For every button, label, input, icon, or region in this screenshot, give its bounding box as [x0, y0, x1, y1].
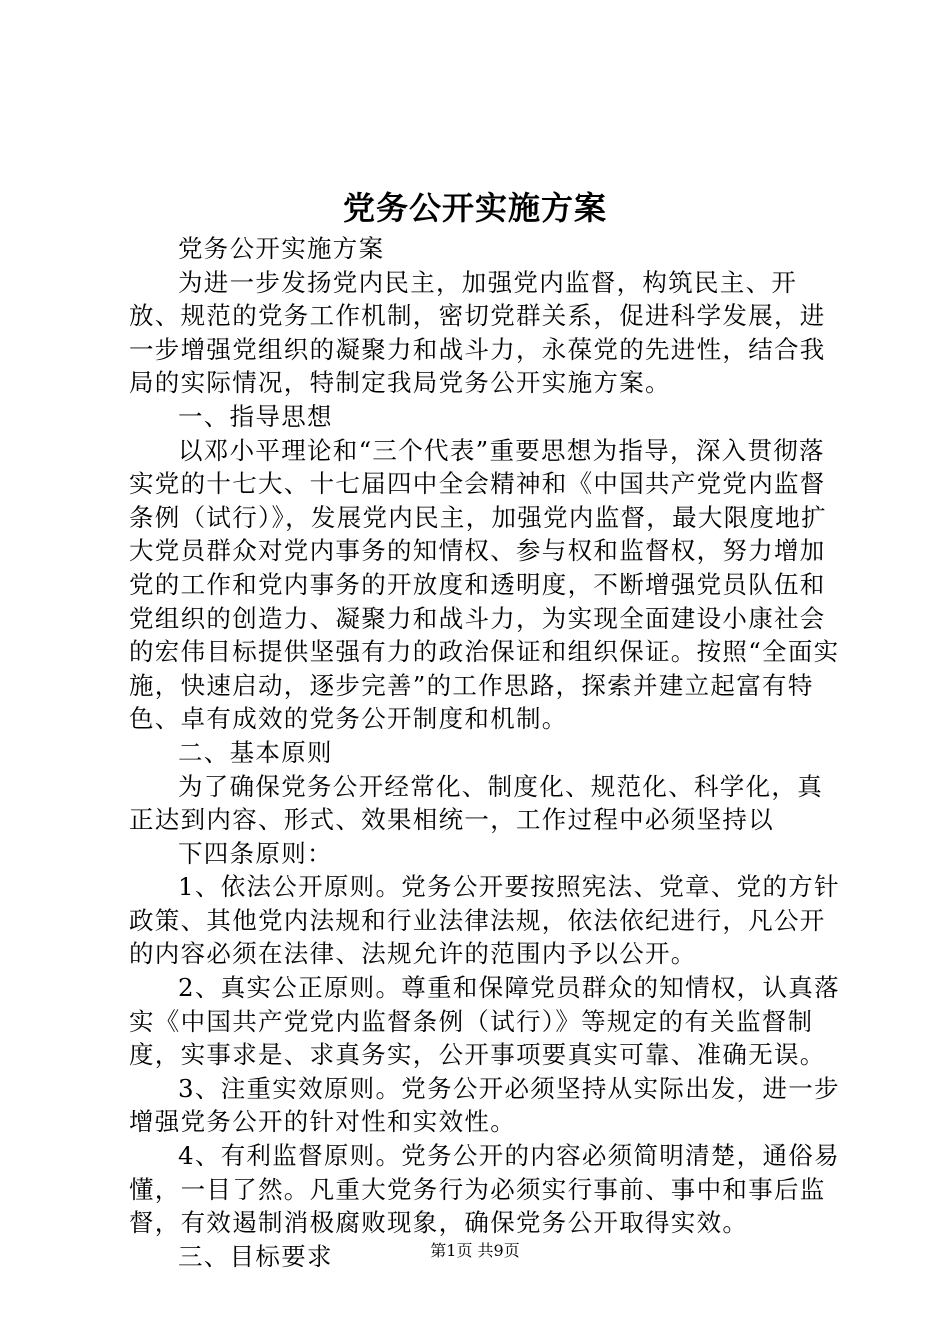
document-title: 党务公开实施方案 — [342, 189, 607, 227]
paragraph-principles-intro: 为了确保党务公开经常化、制度化、规范化、科学化，真正达到内容、形式、效果相统一，工作过程中必须坚持以 — [129, 771, 823, 835]
heading-basic-principles: 二、基本原则 — [178, 737, 333, 767]
paragraph-principle-3: 3、注重实效原则。党务公开必须坚持从实际出发，进一步增强党务公开的针对性和实效性。 — [129, 1073, 840, 1137]
heading-guiding-ideology: 一、指导思想 — [178, 401, 333, 431]
paragraph-subtitle: 党务公开实施方案 — [178, 234, 385, 263]
paragraph-guiding-ideology: 以邓小平理论和“三个代表”重要思想为指导，深入贯彻落实党的十七大、十七届四中全会精神和《中国共产党党内监督条例（试行）》，发展党内民主，加强党内监督，最大限度地扩大党员群众对党内事务的知情权、参与权和监督权，努力增加党的工作和党内事务的开放度和透明度，不断增强党员队伍和党组织的创造力、凝聚力和战斗力，为实现全面建设小康社会的宏伟目标提供坚强有力的政治保证和组织保证。按照“全面实施，快速启动，逐步完善”的工作思路，探索并建立起富有特色、卓有成效的党务公开制度和机制。 — [129, 435, 840, 734]
page-number-footer: 第1页 共9页 — [430, 1241, 520, 1260]
paragraph-principle-2: 2、真实公正原则。尊重和保障党员群众的知情权，认真落实《中国共产党党内监督条例（试行）》等规定的有关监督制度，实事求是、求真务实，公开事项要真实可靠、准确无误。 — [129, 973, 840, 1070]
paragraph-principle-1: 1、依法公开原则。党务公开要按照宪法、党章、党的方针政策、其他党内法规和行业法律法规，依法依纪进行，凡公开的内容必须在法律、法规允许的范围内予以公开。 — [129, 872, 840, 969]
paragraph-intro: 为进一步发扬党内民主，加强党内监督，构筑民主、开放、规范的党务工作机制，密切党群关系，促进科学发展，进一步增强党组织的凝聚力和战斗力，永葆党的先进性，结合我局的实际情况，特制定我局党务公开实施方案。 — [129, 267, 826, 398]
paragraph-principles-intro-cont: 下四条原则： — [178, 838, 333, 868]
paragraph-principle-4: 4、有利监督原则。党务公开的内容必须简明清楚，通俗易懂，一目了然。凡重大党务行为必须实行事前、事中和事后监督，有效遏制消极腐败现象，确保党务公开取得实效。 — [129, 1141, 840, 1238]
document-body — [129, 232, 841, 1273]
heading-goals: 三、目标要求 — [178, 1241, 333, 1271]
